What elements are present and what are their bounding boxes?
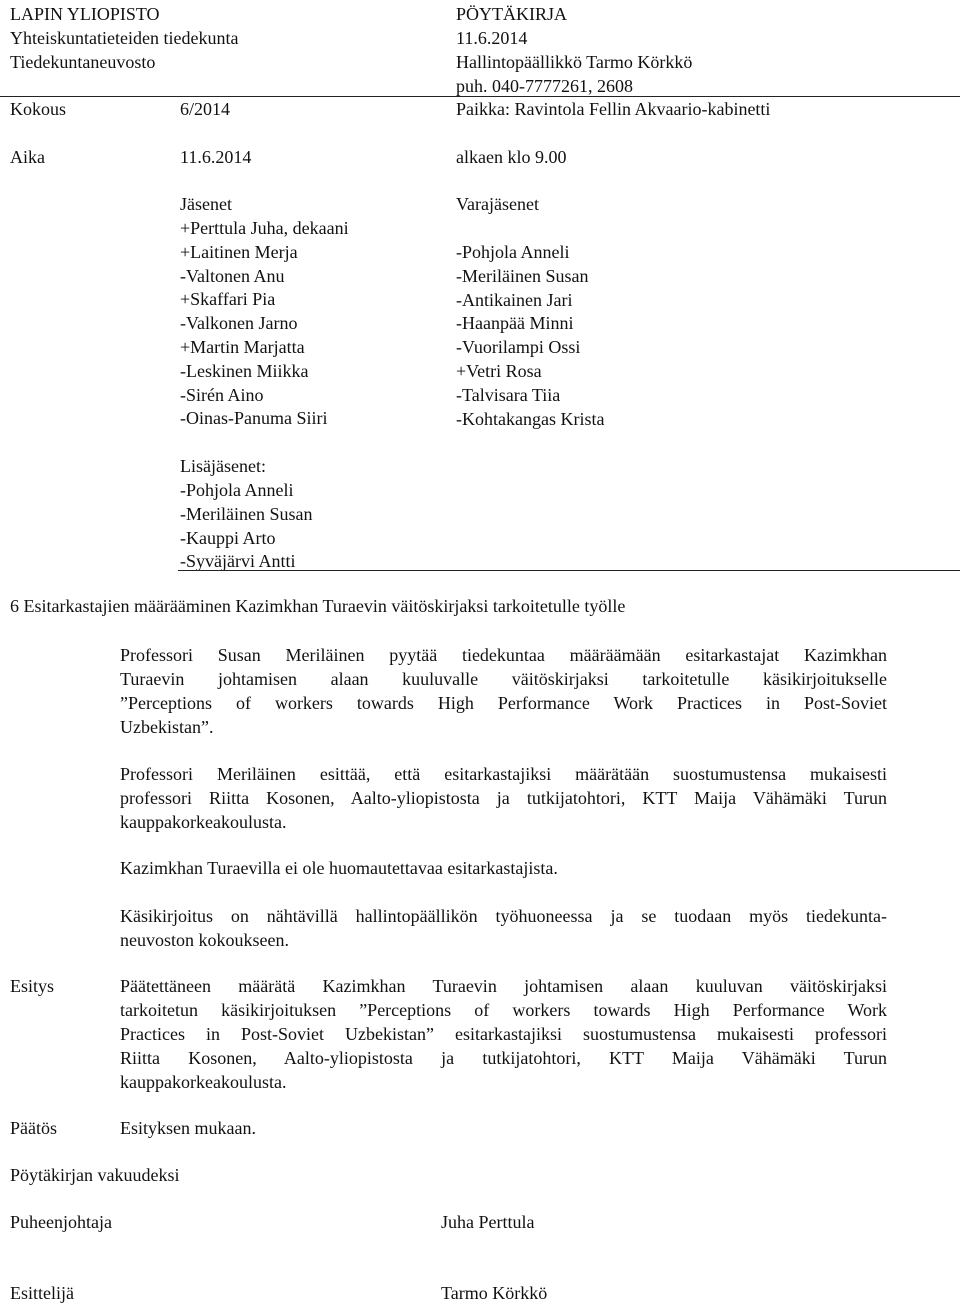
contact-person: Hallintopäällikkö Tarmo Körkkö xyxy=(456,52,693,72)
attendance-divider xyxy=(178,570,960,571)
decision-text: Esityksen mukaan. xyxy=(120,1118,256,1138)
deputies-heading: Varajäsenet xyxy=(456,194,539,214)
paragraph-line: Turaevin johtamisen alaan kuuluvalle väitöskirjaksi tarkoitetulle käsikirjoitukselle xyxy=(120,669,887,689)
document-date: 11.6.2014 xyxy=(456,28,528,48)
contact-phone: puh. 040-7777261, 2608 xyxy=(456,76,633,96)
paragraph-line: kauppakorkeakoulusta. xyxy=(120,812,287,832)
signatures-heading: Pöytäkirjan vakuudeksi xyxy=(10,1165,180,1185)
secretary-name: Tarmo Körkkö xyxy=(441,1283,548,1303)
additional-item: -Pohjola Anneli xyxy=(180,480,294,500)
org-name: LAPIN YLIOPISTO xyxy=(10,4,160,24)
deputy-item: -Meriläinen Susan xyxy=(456,265,589,286)
paragraph-manuscript xyxy=(120,904,887,952)
proposal-text xyxy=(120,974,887,1094)
member-item: -Valkonen Jarno xyxy=(180,313,298,334)
document-type: PÖYTÄKIRJA xyxy=(456,4,568,24)
additional-item: -Syväjärvi Antti xyxy=(180,551,296,572)
additional-list xyxy=(180,478,312,573)
member-item: -Leskinen Miikka xyxy=(180,360,309,381)
proposal-line: Practices in Post-Soviet Uzbekistan” esitarkastajiksi suostumustensa mukaisesti professori xyxy=(120,1024,887,1044)
members-list xyxy=(180,216,349,430)
member-item: +Laitinen Merja xyxy=(180,241,298,262)
body-name: Tiedekuntaneuvosto xyxy=(10,52,156,72)
deputy-item: -Antikainen Jari xyxy=(456,289,573,310)
paragraph-line: Professori Meriläinen esittää, että esitarkastajiksi määrätään suostumustensa mukaisesti xyxy=(120,764,887,784)
member-item: +Martin Marjatta xyxy=(180,336,305,357)
deputy-item: -Pohjola Anneli xyxy=(456,242,570,262)
paragraph-line: professori Riitta Kosonen, Aalto-yliopistosta ja tutkijatohtori, KTT Maija Vähämäki Turun xyxy=(120,788,887,808)
chair-name: Juha Perttula xyxy=(441,1212,535,1232)
paragraph-line: Professori Susan Meriläinen pyytää tiedekuntaa määräämään esitarkastajat Kazimkhan xyxy=(120,645,887,665)
time-label: Aika xyxy=(10,147,45,167)
proposal-line: kauppakorkeakoulusta. xyxy=(120,1072,287,1092)
decision-label: Päätös xyxy=(10,1118,57,1138)
paragraph-line: ”Perceptions of workers towards High Performance Work Practices in Post-Soviet xyxy=(120,693,887,713)
paragraph-line: Käsikirjoitus on nähtävillä hallintopäällikön työhuoneessa ja se tuodaan myös tiedekunta- xyxy=(120,906,887,926)
meeting-place: Paikka: Ravintola Fellin Akvaario-kabinetti xyxy=(456,99,771,119)
members-heading: Jäsenet xyxy=(180,194,232,214)
meeting-number: 6/2014 xyxy=(180,99,231,119)
time-date: 11.6.2014 xyxy=(180,147,252,167)
proposal-line: Riitta Kosonen, Aalto-yliopistosta ja tutkijatohtori, KTT Maija Vähämäki Turun xyxy=(120,1048,887,1068)
deputy-item: -Vuorilampi Ossi xyxy=(456,337,581,358)
paragraph-line: Kazimkhan Turaevilla ei ole huomautettavaa esitarkastajista. xyxy=(120,858,558,878)
faculty-name: Yhteiskuntatieteiden tiedekunta xyxy=(10,28,239,48)
paragraph-no-remarks xyxy=(120,856,887,880)
secretary-label: Esittelijä xyxy=(10,1283,74,1303)
additional-item: -Meriläinen Susan xyxy=(180,503,313,524)
meeting-label: Kokous xyxy=(10,99,67,119)
deputy-item: -Kohtakangas Krista xyxy=(456,408,605,429)
proposal-label: Esitys xyxy=(10,976,55,996)
proposal-line: Päätettäneen määrätä Kazimkhan Turaevin johtamisen alaan kuuluvan väitöskirjaksi xyxy=(120,976,887,996)
item-title: 6 Esitarkastajien määrääminen Kazimkhan Turaevin väitöskirjaksi tarkoitetulle työlle xyxy=(10,596,626,616)
chair-label: Puheenjohtaja xyxy=(10,1212,112,1232)
deputies-list xyxy=(456,240,604,430)
deputy-item: +Vetri Rosa xyxy=(456,360,542,381)
deputy-item: -Haanpää Minni xyxy=(456,313,574,334)
additional-heading: Lisäjäsenet: xyxy=(180,456,266,476)
member-item: +Perttula Juha, dekaani xyxy=(180,218,349,238)
paragraph-suggestion xyxy=(120,762,887,834)
paragraph-line: neuvoston kokoukseen. xyxy=(120,930,289,950)
member-item: +Skaffari Pia xyxy=(180,289,276,310)
deputy-item: -Talvisara Tiia xyxy=(456,384,561,405)
additional-item: -Kauppi Arto xyxy=(180,527,276,548)
member-item: -Oinas-Panuma Siiri xyxy=(180,408,328,429)
paragraph-line: Uzbekistan”. xyxy=(120,717,214,737)
proposal-line: tarkoitetun käsikirjoituksen ”Perceptions of workers towards High Performance Work xyxy=(120,1000,887,1020)
time-start: alkaen klo 9.00 xyxy=(456,147,567,167)
member-item: -Sirén Aino xyxy=(180,384,264,405)
member-item: -Valtonen Anu xyxy=(180,265,285,286)
paragraph-request xyxy=(120,643,887,739)
